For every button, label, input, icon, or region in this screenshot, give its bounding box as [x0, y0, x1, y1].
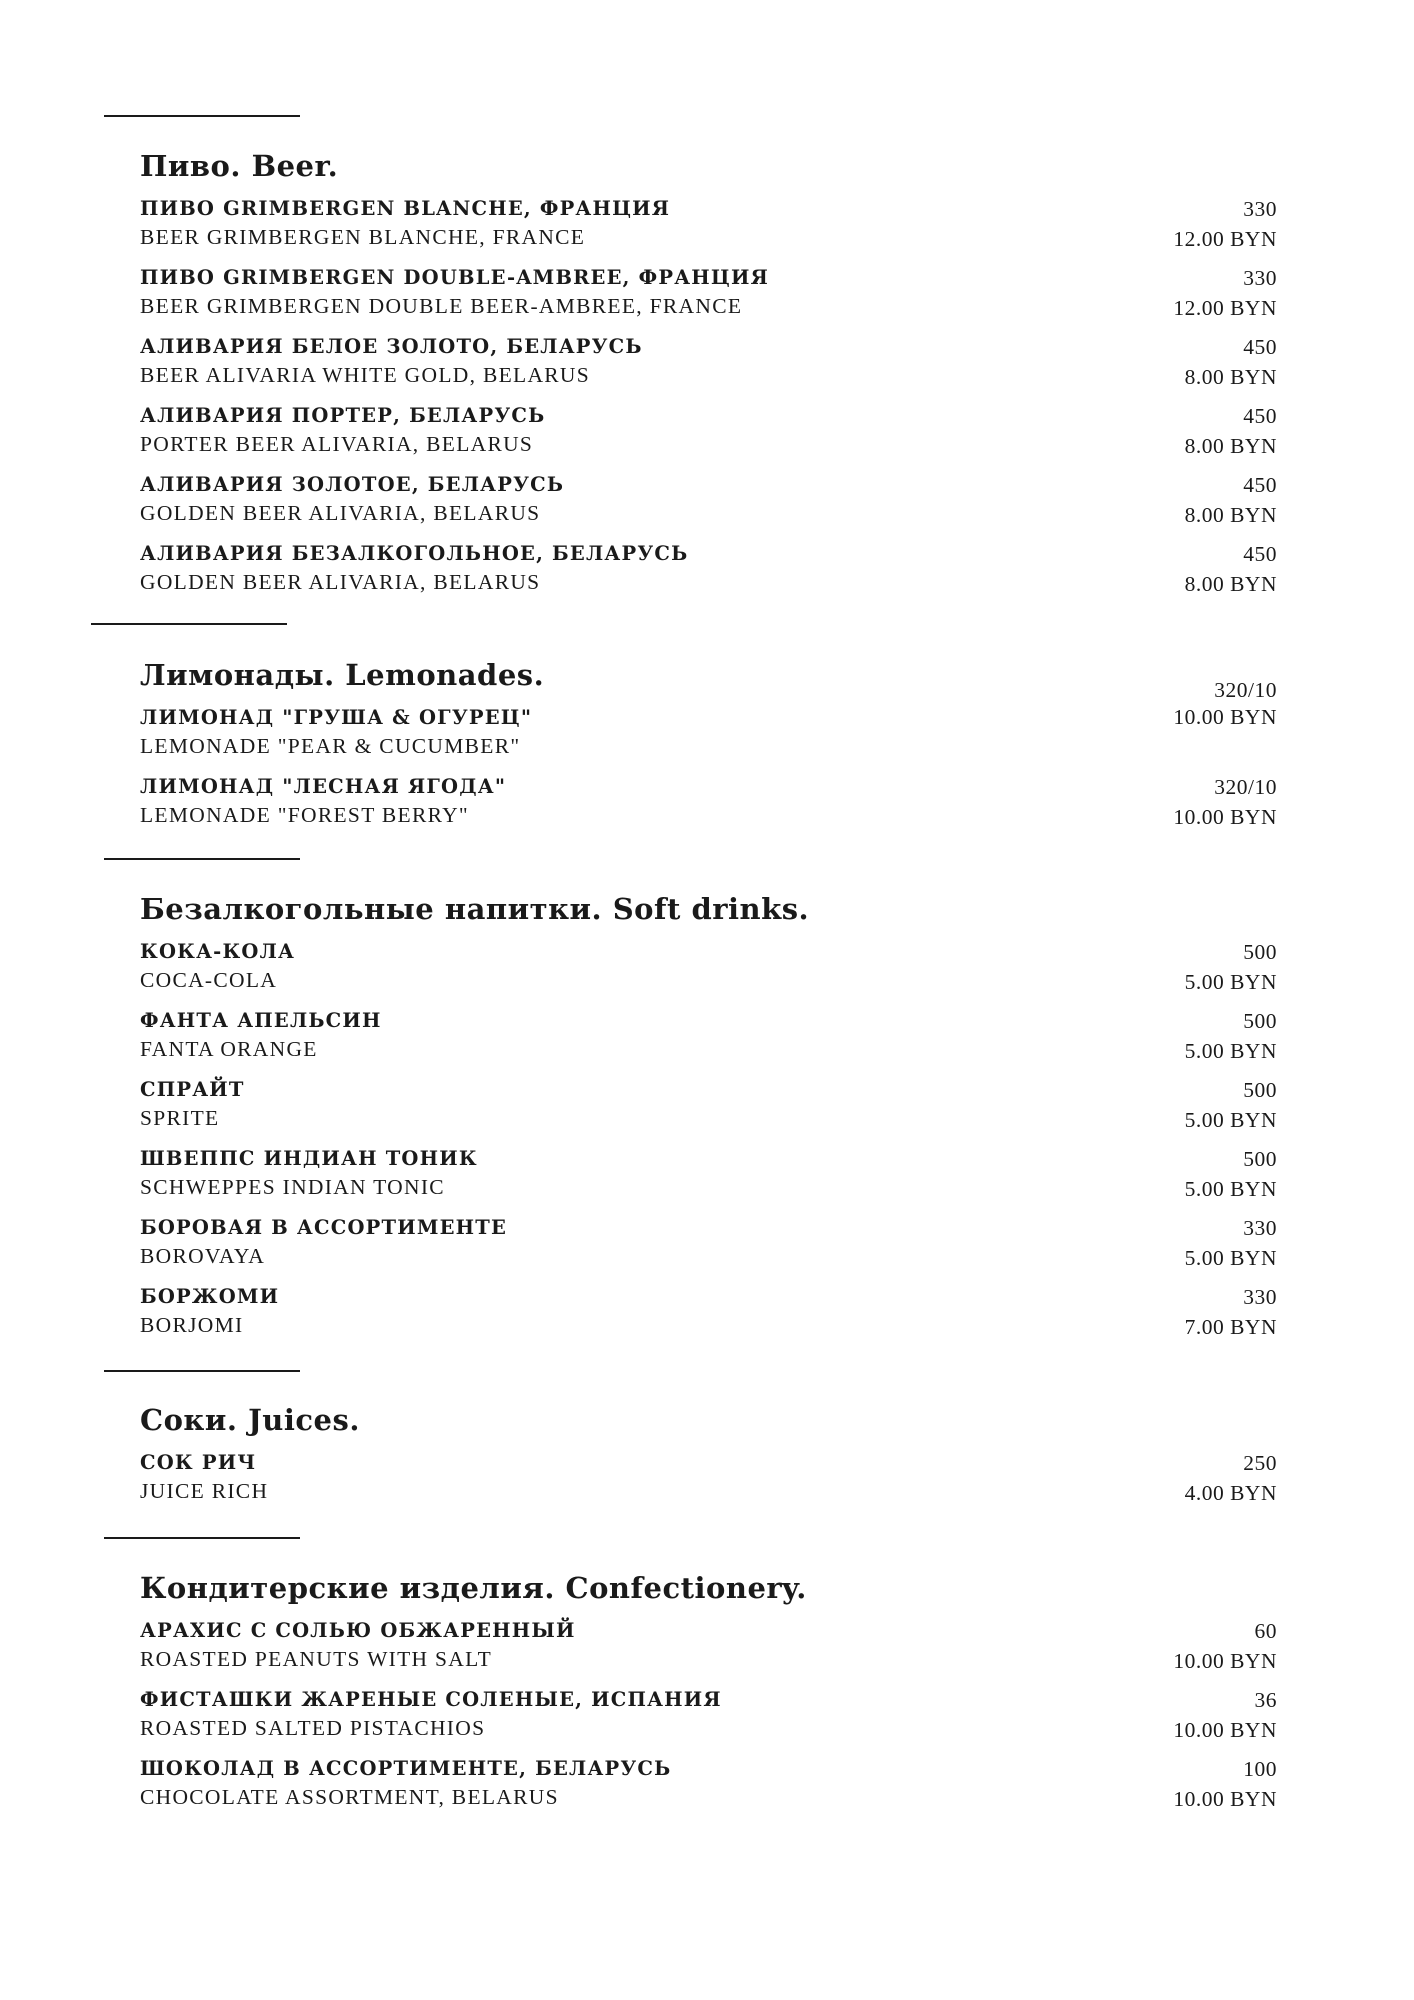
item-price: 10.00 BYN: [1173, 1718, 1277, 1742]
item-name-en: FANTA ORANGE: [140, 1037, 318, 1061]
item-volume: 450: [1243, 335, 1277, 359]
item-price: 5.00 BYN: [1184, 1177, 1277, 1201]
item-volume: 100: [1243, 1757, 1277, 1781]
item-name-ru: ШВЕППС ИНДИАН ТОНИК: [140, 1147, 478, 1170]
item-name-en: SPRITE: [140, 1106, 220, 1130]
item-name-en: LEMONADE "PEAR & CUCUMBER": [140, 734, 521, 758]
item-name-en: BEER ALIVARIA WHITE GOLD, BELARUS: [140, 363, 591, 387]
item-volume: 500: [1243, 1078, 1277, 1102]
item-volume: 500: [1243, 1009, 1277, 1033]
item-price: 12.00 BYN: [1173, 296, 1277, 320]
item-price: 5.00 BYN: [1184, 1108, 1277, 1132]
item-name-ru: СОК РИЧ: [140, 1451, 257, 1474]
item-name-en: COCA-COLA: [140, 968, 278, 992]
menu-item: [140, 1146, 1277, 1200]
item-name-ru: ФАНТА АПЕЛЬСИН: [140, 1009, 382, 1032]
menu-item: [140, 334, 1277, 388]
section-title: Кондитерские изделия. Confectionery.: [140, 1571, 807, 1605]
menu-item: [140, 403, 1277, 457]
item-volume: 330: [1243, 1216, 1277, 1240]
menu-item: [140, 1215, 1277, 1269]
section-beer: [140, 146, 1277, 610]
section-divider: [104, 115, 300, 117]
section-soft-drinks: [140, 889, 1277, 1353]
item-name-en: BORJOMI: [140, 1313, 244, 1337]
item-price: 10.00 BYN: [1173, 1649, 1277, 1673]
menu-item: [140, 1077, 1277, 1131]
item-price: 8.00 BYN: [1184, 365, 1277, 389]
section-divider: [104, 858, 300, 860]
item-name-en: SCHWEPPES INDIAN TONIC: [140, 1175, 445, 1199]
item-volume: 450: [1243, 404, 1277, 428]
item-volume: 250: [1243, 1451, 1277, 1475]
item-name-en: BOROVAYA: [140, 1244, 266, 1268]
item-name-ru: ЛИМОНАД "ЛЕСНАЯ ЯГОДА": [140, 775, 507, 798]
section-confectionery: [140, 1568, 1277, 1825]
menu-item: [140, 774, 1277, 828]
item-volume: 36: [1254, 1688, 1277, 1712]
item-price: 5.00 BYN: [1184, 1246, 1277, 1270]
menu-item: [140, 678, 1277, 759]
item-name-ru: КОКА-КОЛА: [140, 940, 296, 963]
item-name-ru: АЛИВАРИЯ ПОРТЕР, БЕЛАРУСЬ: [140, 404, 546, 427]
item-name-ru: СПРАЙТ: [140, 1078, 245, 1101]
menu-item: [140, 1756, 1277, 1810]
menu-item: [140, 196, 1277, 250]
item-name-ru: АРАХИС С СОЛЬЮ ОБЖАРЕННЫЙ: [140, 1619, 576, 1642]
menu-item: [140, 472, 1277, 526]
item-price: 8.00 BYN: [1184, 503, 1277, 527]
menu-item: [140, 1008, 1277, 1062]
item-volume: 60: [1254, 1619, 1277, 1643]
item-name-ru: БОРОВАЯ В АССОРТИМЕНТЕ: [140, 1216, 508, 1239]
item-name-en: BEER GRIMBERGEN BLANCHE, FRANCE: [140, 225, 586, 249]
item-name-en: GOLDEN BEER ALIVARIA, BELARUS: [140, 501, 541, 525]
section-title: Безалкогольные напитки. Soft drinks.: [140, 892, 810, 926]
section-title: Соки. Juices.: [140, 1403, 360, 1437]
item-name-ru: ЛИМОНАД "ГРУША & ОГУРЕЦ": [140, 706, 533, 729]
menu-item: [140, 1618, 1277, 1672]
item-price: 10.00 BYN: [1173, 805, 1277, 829]
item-name-en: GOLDEN BEER ALIVARIA, BELARUS: [140, 570, 541, 594]
item-volume: 500: [1243, 940, 1277, 964]
item-name-ru: ПИВО GRIMBERGEN BLANCHE, ФРАНЦИЯ: [140, 197, 671, 220]
item-name-en: PORTER BEER ALIVARIA, BELARUS: [140, 432, 534, 456]
item-name-en: LEMONADE "FOREST BERRY": [140, 803, 469, 827]
item-name-ru: АЛИВАРИЯ БЕЗАЛКОГОЛЬНОЕ, БЕЛАРУСЬ: [140, 542, 689, 565]
item-volume: 330: [1243, 1285, 1277, 1309]
item-volume: 450: [1243, 473, 1277, 497]
item-name-en: CHOCOLATE ASSORTMENT, BELARUS: [140, 1785, 559, 1809]
item-name-ru: ФИСТАШКИ ЖАРЕНЫЕ СОЛЕНЫЕ, ИСПАНИЯ: [140, 1688, 722, 1711]
item-price: 7.00 BYN: [1184, 1315, 1277, 1339]
item-price: 8.00 BYN: [1184, 572, 1277, 596]
menu-item: [140, 939, 1277, 993]
item-price: 10.00 BYN: [1173, 1787, 1277, 1811]
item-price: 5.00 BYN: [1184, 970, 1277, 994]
item-name-en: BEER GRIMBERGEN DOUBLE BEER-AMBREE, FRANCE: [140, 294, 743, 318]
item-name-ru: БОРЖОМИ: [140, 1285, 280, 1308]
item-name-ru: АЛИВАРИЯ ЗОЛОТОЕ, БЕЛАРУСЬ: [140, 473, 565, 496]
item-volume: 500: [1243, 1147, 1277, 1171]
item-name-ru: ПИВО GRIMBERGEN DOUBLE-AMBREE, ФРАНЦИЯ: [140, 266, 769, 289]
menu-item: [140, 1687, 1277, 1741]
section-juices: [140, 1400, 1277, 1519]
item-price: 8.00 BYN: [1184, 434, 1277, 458]
item-price: 12.00 BYN: [1173, 227, 1277, 251]
item-name-ru: ШОКОЛАД В АССОРТИМЕНТЕ, БЕЛАРУСЬ: [140, 1757, 672, 1780]
section-title: Лимонады. Lemonades.: [140, 658, 545, 692]
section-divider: [91, 623, 287, 625]
item-name-en: JUICE RICH: [140, 1479, 269, 1503]
item-volume: 330: [1243, 197, 1277, 221]
item-name-en: ROASTED SALTED PISTACHIOS: [140, 1716, 486, 1740]
section-title: Пиво. Beer.: [140, 149, 339, 183]
menu-item: [140, 1284, 1277, 1338]
item-volume: 450: [1243, 542, 1277, 566]
item-price: 4.00 BYN: [1184, 1481, 1277, 1505]
section-divider: [104, 1537, 300, 1539]
section-lemonades: [140, 655, 1277, 843]
item-volume: 330: [1243, 266, 1277, 290]
item-price: 5.00 BYN: [1184, 1039, 1277, 1063]
menu-item: [140, 265, 1277, 319]
menu-item: [140, 1450, 1277, 1504]
menu-item: [140, 541, 1277, 595]
section-divider: [104, 1370, 300, 1372]
item-price: 10.00 BYN: [1173, 705, 1277, 729]
item-name-ru: АЛИВАРИЯ БЕЛОЕ ЗОЛОТО, БЕЛАРУСЬ: [140, 335, 643, 358]
item-volume: 320/10: [1214, 678, 1277, 702]
item-name-en: ROASTED PEANUTS WITH SALT: [140, 1647, 493, 1671]
item-volume: 320/10: [1214, 775, 1277, 799]
